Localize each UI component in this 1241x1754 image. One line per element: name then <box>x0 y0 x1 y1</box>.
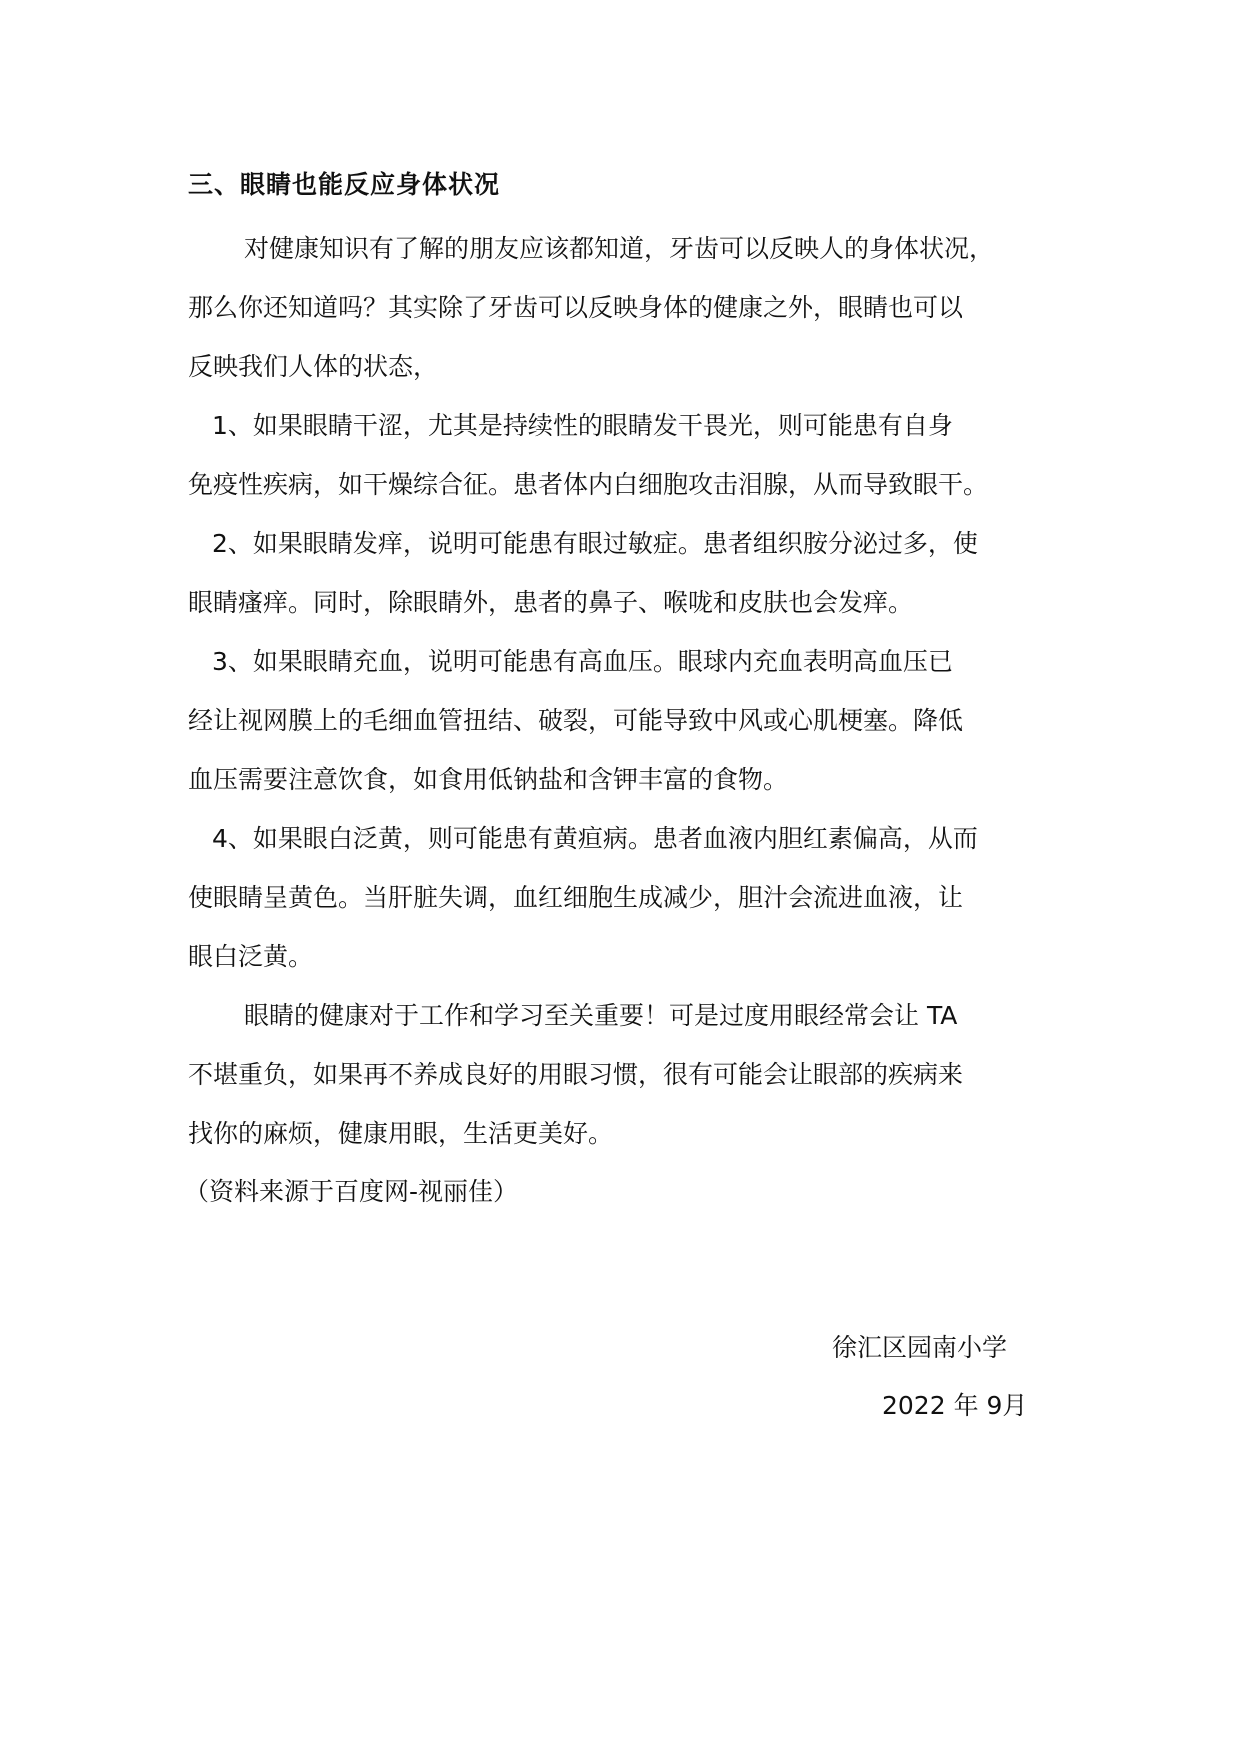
list-item-3-line: 血压需要注意饮食，如食用低钠盐和含钾丰富的食物。 <box>188 765 789 794</box>
list-item-3-line: 经让视网膜上的毛细血管扭结、破裂，可能导致中风或心肌梗塞。降低 <box>188 706 964 735</box>
list-item-3-line: 3、如果眼睛充血，说明可能患有高血压。眼球内充血表明高血压已 <box>212 647 953 676</box>
closing-line: 不堪重负，如果再不养成良好的用眼习惯，很有可能会让眼部的疾病来 <box>188 1060 964 1089</box>
signature-date: 2022 年 9月 <box>882 1391 1028 1420</box>
intro-line: 那么你还知道吗？其实除了牙齿可以反映身体的健康之外，眼睛也可以 <box>188 293 964 322</box>
list-item-1-line: 1、如果眼睛干涩，尤其是持续性的眼睛发干畏光，则可能患有自身 <box>212 411 953 440</box>
list-item-2-line: 2、如果眼睛发痒，说明可能患有眼过敏症。患者组织胺分泌过多，使 <box>212 529 978 558</box>
signature-school: 徐汇区园南小学 <box>832 1333 1008 1362</box>
section-heading: 三、眼睛也能反应身体状况 <box>188 170 501 199</box>
list-item-1-line: 免疫性疾病，如干燥综合征。患者体内白细胞攻击泪腺，从而导致眼干。 <box>188 470 989 499</box>
list-item-2-line: 眼睛瘙痒。同时，除眼睛外，患者的鼻子、喉咙和皮肤也会发痒。 <box>188 588 914 617</box>
source-note: （资料来源于百度网-视丽佳） <box>184 1177 519 1206</box>
closing-line: 找你的麻烦，健康用眼，生活更美好。 <box>188 1119 614 1148</box>
list-item-4-line: 使眼睛呈黄色。当肝脏失调，血红细胞生成减少，胆汁会流进血液，让 <box>188 883 964 912</box>
intro-line: 对健康知识有了解的朋友应该都知道，牙齿可以反映人的身体状况， <box>244 234 995 263</box>
list-item-4-line: 4、如果眼白泛黄，则可能患有黄疸病。患者血液内胆红素偏高，从而 <box>212 824 978 853</box>
list-item-4-line: 眼白泛黄。 <box>188 942 314 971</box>
intro-line: 反映我们人体的状态， <box>188 352 439 381</box>
closing-line: 眼睛的健康对于工作和学习至关重要！可是过度用眼经常会让 TA <box>244 1001 958 1030</box>
